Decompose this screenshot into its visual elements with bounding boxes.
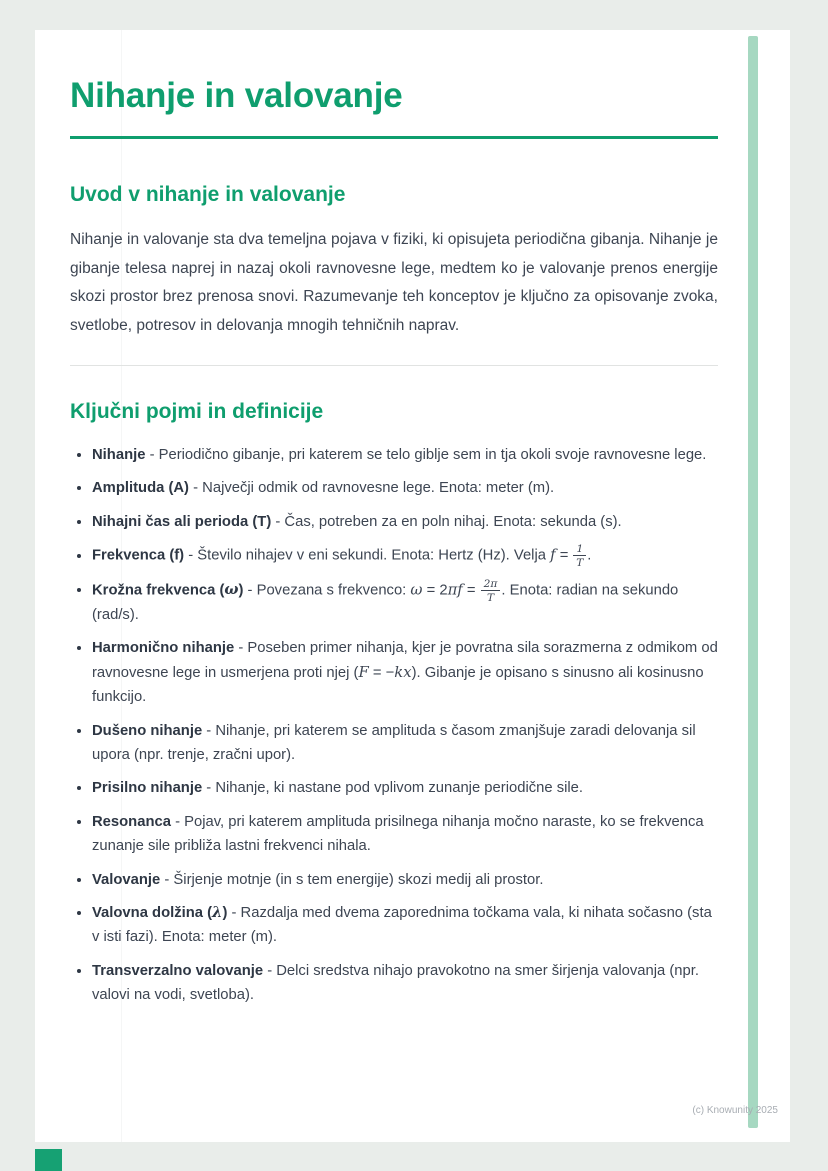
fraction: $\frac{2\pi}{T}$ bbox=[481, 578, 501, 603]
next-page-corner-block bbox=[35, 1149, 62, 1171]
page-title: Nihanje in valovanje bbox=[70, 76, 403, 115]
definition-item: • Frekvenca (f) - Število nihajev v eni sekundi. Enota: Hertz (Hz). Velja f = $\frac{1}{T}$ . bbox=[92, 543, 718, 568]
definition-item: • Valovna dolžina (λ) - Razdalja med dvema zaporednima točkama vala, ki nihata sočasno (sta v isti fazi). Enota: meter (m). bbox=[92, 901, 718, 950]
definition-item: • Prisilno nihanje - Nihanje, ki nastane pod vplivom zunanje periodične sile. bbox=[92, 776, 718, 800]
title-underline-rule bbox=[70, 136, 718, 139]
copyright-footer: (c) Knowunity 2025 bbox=[692, 1105, 778, 1116]
definitions-heading: Ključni pojmi in definicije bbox=[70, 399, 324, 423]
fraction: $\frac{1}{T}$ bbox=[573, 543, 586, 568]
document-page bbox=[35, 30, 790, 1142]
definition-item: • Nihajni čas ali perioda (T) - Čas, potreben za en poln nihaj. Enota: sekunda (s). bbox=[92, 510, 718, 534]
definition-item: • Harmonično nihanje - Poseben primer nihanja, kjer je povratna sila sorazmerna z odmikom od ravnovesne lege in usmerjena proti njej (F = −kx). Gibanje je opisano s sinusno ali kosinusno funkcijo. bbox=[92, 636, 718, 709]
definition-item: • Amplituda (A) - Največji odmik od ravnovesne lege. Enota: meter (m). bbox=[92, 476, 718, 500]
definition-item: • Dušeno nihanje - Nihanje, pri katerem se amplituda s časom zmanjšuje zaradi delovanja sil upora (npr. trenje, zračni upor). bbox=[92, 719, 718, 768]
definitions-list bbox=[70, 443, 718, 1008]
definition-item: • Resonanca - Pojav, pri katerem amplituda prisilnega nihanja močno naraste, ko se frekvenca zunanje sile približa lastni frekvenci nihala. bbox=[92, 810, 718, 859]
intro-paragraph: Nihanje in valovanje sta dva temeljna pojava v fiziki, ki opisujeta periodična gibanja. Nihanje je gibanje telesa naprej in nazaj okoli ravnovesne lege, medtem ko je valovanje prenos energije skozi prostor brez prenosa snovi. Razumevanje teh konceptov je ključno za opisovanje zvoka, svetlobe, potresov in delovanja mnogih tehničnih naprav. bbox=[70, 231, 718, 335]
page-content bbox=[35, 30, 790, 1008]
section-divider bbox=[70, 365, 718, 366]
definition-item: • Valovanje - Širjenje motnje (in s tem energije) skozi medij ali prostor. bbox=[92, 868, 718, 892]
definition-item: • Nihanje - Periodično gibanje, pri katerem se telo giblje sem in tja okoli svoje ravnovesne lege. bbox=[92, 443, 718, 467]
definition-item: • Krožna frekvenca (ω) - Povezana s frekvenco: ω = 2πf = $\frac{2\pi}{T}$ . Enota: radian na sekundo (rad/s). bbox=[92, 578, 718, 628]
definition-item: • Transverzalno valovanje - Delci sredstva nihajo pravokotno na smer širjenja valovanja (npr. valovi na vodi, svetloba). bbox=[92, 959, 718, 1008]
intro-heading: Uvod v nihanje in valovanje bbox=[70, 182, 346, 206]
